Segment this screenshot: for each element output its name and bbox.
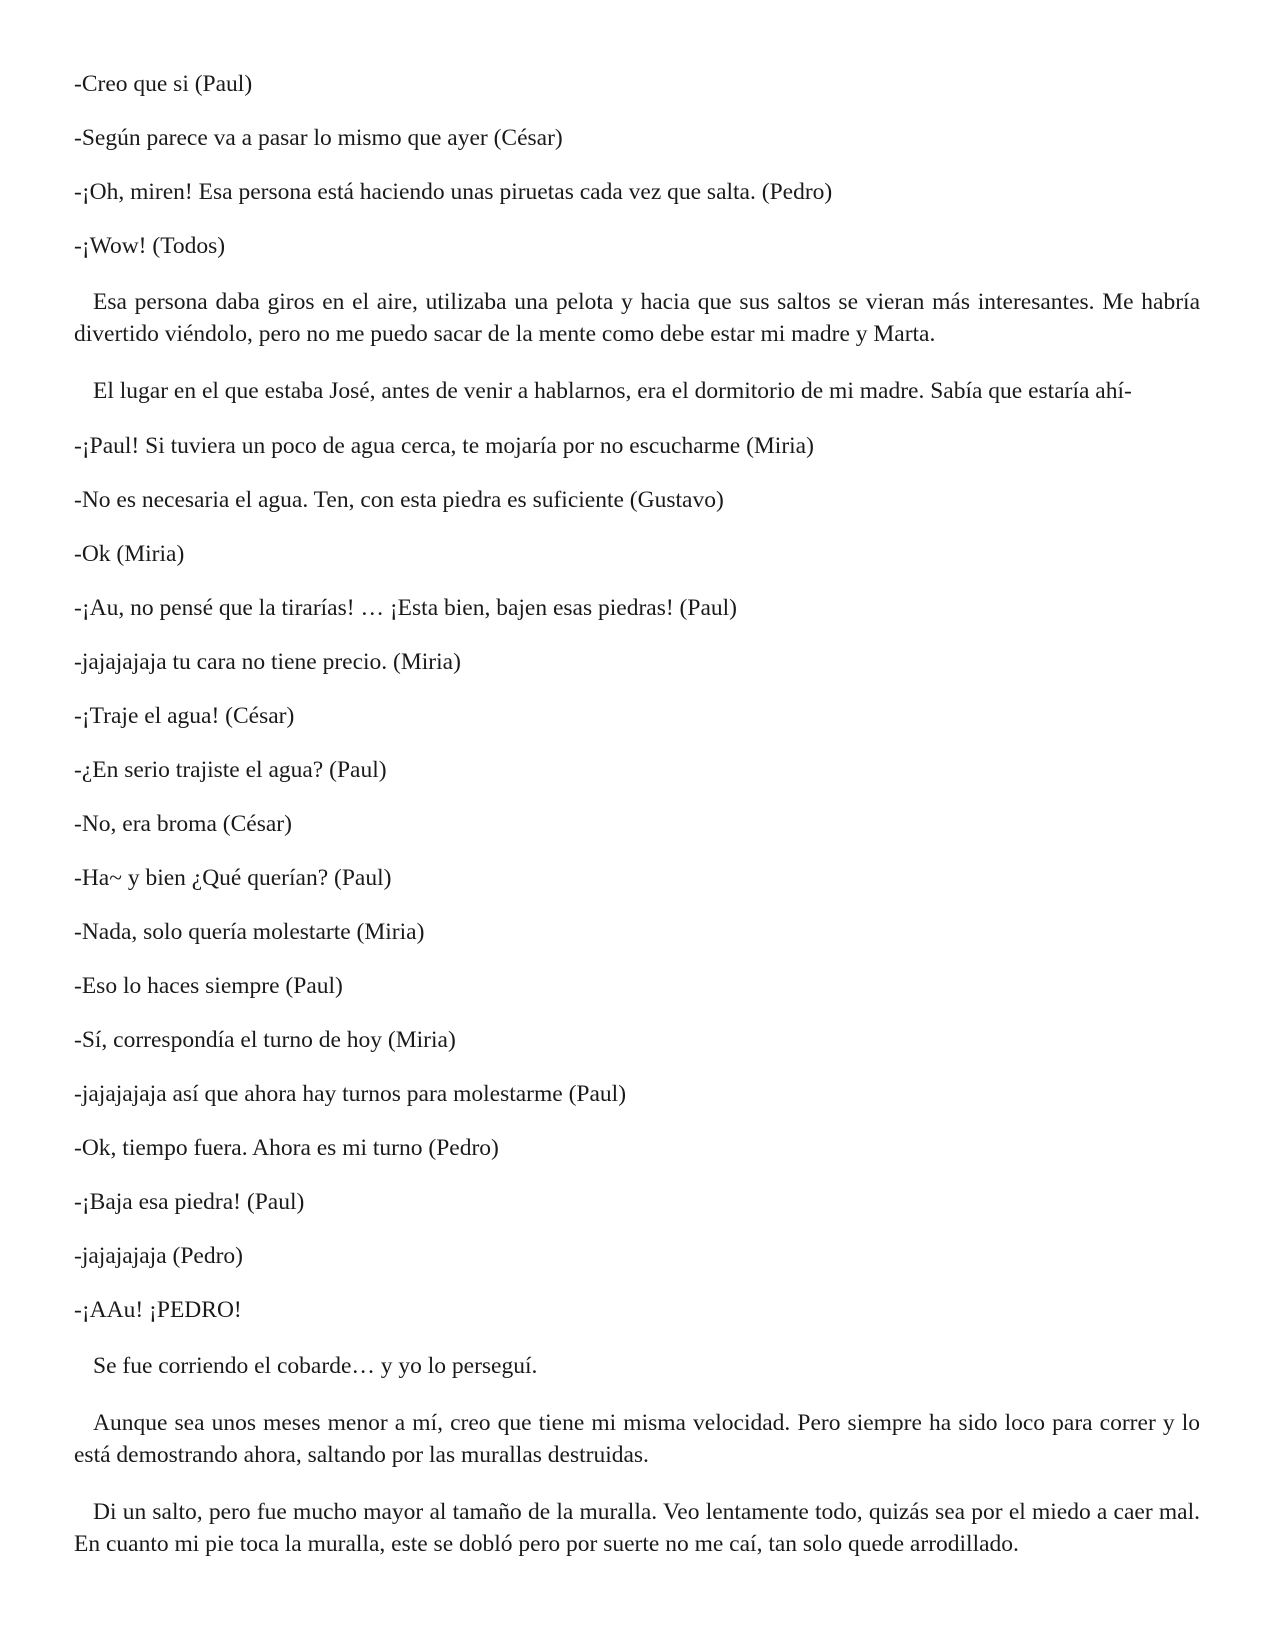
dialogue-line: -¡Paul! Si tuviera un poco de agua cerca, te mojaría por no escucharme (Miria) xyxy=(74,433,814,459)
dialogue-line: -Creo que si (Paul) xyxy=(74,71,253,97)
dialogue-line: -¡Oh, miren! Esa persona está haciendo unas piruetas cada vez que salta. (Pedro) xyxy=(74,179,833,205)
dialogue-line: -¡Traje el agua! (César) xyxy=(74,703,295,729)
dialogue-line: -Sí, correspondía el turno de hoy (Miria) xyxy=(74,1027,456,1053)
dialogue-line: -Según parece va a pasar lo mismo que ayer (César) xyxy=(74,125,563,151)
dialogue-line: -Ok, tiempo fuera. Ahora es mi turno (Pedro) xyxy=(74,1135,499,1161)
dialogue-line: -¡AAu! ¡PEDRO! xyxy=(74,1297,242,1323)
document-page xyxy=(74,70,1200,1585)
dialogue-line: -jajajajaja tu cara no tiene precio. (Miria) xyxy=(74,649,461,675)
dialogue-line: -Eso lo haces siempre (Paul) xyxy=(74,973,343,999)
dialogue-line: -¡Wow! (Todos) xyxy=(74,233,226,259)
dialogue-line: -¡Baja esa piedra! (Paul) xyxy=(74,1189,305,1215)
dialogue-line: -Nada, solo quería molestarte (Miria) xyxy=(74,919,425,945)
dialogue-line: -jajajajaja (Pedro) xyxy=(74,1243,243,1269)
narrative-paragraph: Esa persona daba giros en el aire, utilizaba una pelota y hacia que sus saltos se vieran más interesantes. Me habría divertido viéndolo, pero no me puedo sacar de la mente como debe estar mi madre y Marta. xyxy=(74,289,1200,347)
dialogue-line: -Ha~ y bien ¿Qué querían? (Paul) xyxy=(74,865,392,891)
narrative-paragraph: El lugar en el que estaba José, antes de venir a hablarnos, era el dormitorio de mi madre. Sabía que estaría ahí- xyxy=(93,378,1132,404)
dialogue-line: -¿En serio trajiste el agua? (Paul) xyxy=(74,757,387,783)
dialogue-line: -No, era broma (César) xyxy=(74,811,292,837)
dialogue-line: -No es necesaria el agua. Ten, con esta piedra es suficiente (Gustavo) xyxy=(74,487,724,513)
narrative-paragraph: Aunque sea unos meses menor a mí, creo que tiene mi misma velocidad. Pero siempre ha sido loco para correr y lo está demostrando ahora, saltando por las murallas destruidas. xyxy=(74,1410,1200,1468)
dialogue-line: -¡Au, no pensé que la tirarías! … ¡Esta bien, bajen esas piedras! (Paul) xyxy=(74,595,737,621)
dialogue-line: -Ok (Miria) xyxy=(74,541,185,567)
narrative-paragraph: Se fue corriendo el cobarde… y yo lo perseguí. xyxy=(93,1353,538,1379)
dialogue-line: -jajajajaja así que ahora hay turnos para molestarme (Paul) xyxy=(74,1081,627,1107)
narrative-paragraph: Di un salto, pero fue mucho mayor al tamaño de la muralla. Veo lentamente todo, quizás sea por el miedo a caer mal. En cuanto mi pie toca la muralla, este se dobló pero por suerte no me caí, tan solo quede arrodillado. xyxy=(74,1499,1200,1557)
